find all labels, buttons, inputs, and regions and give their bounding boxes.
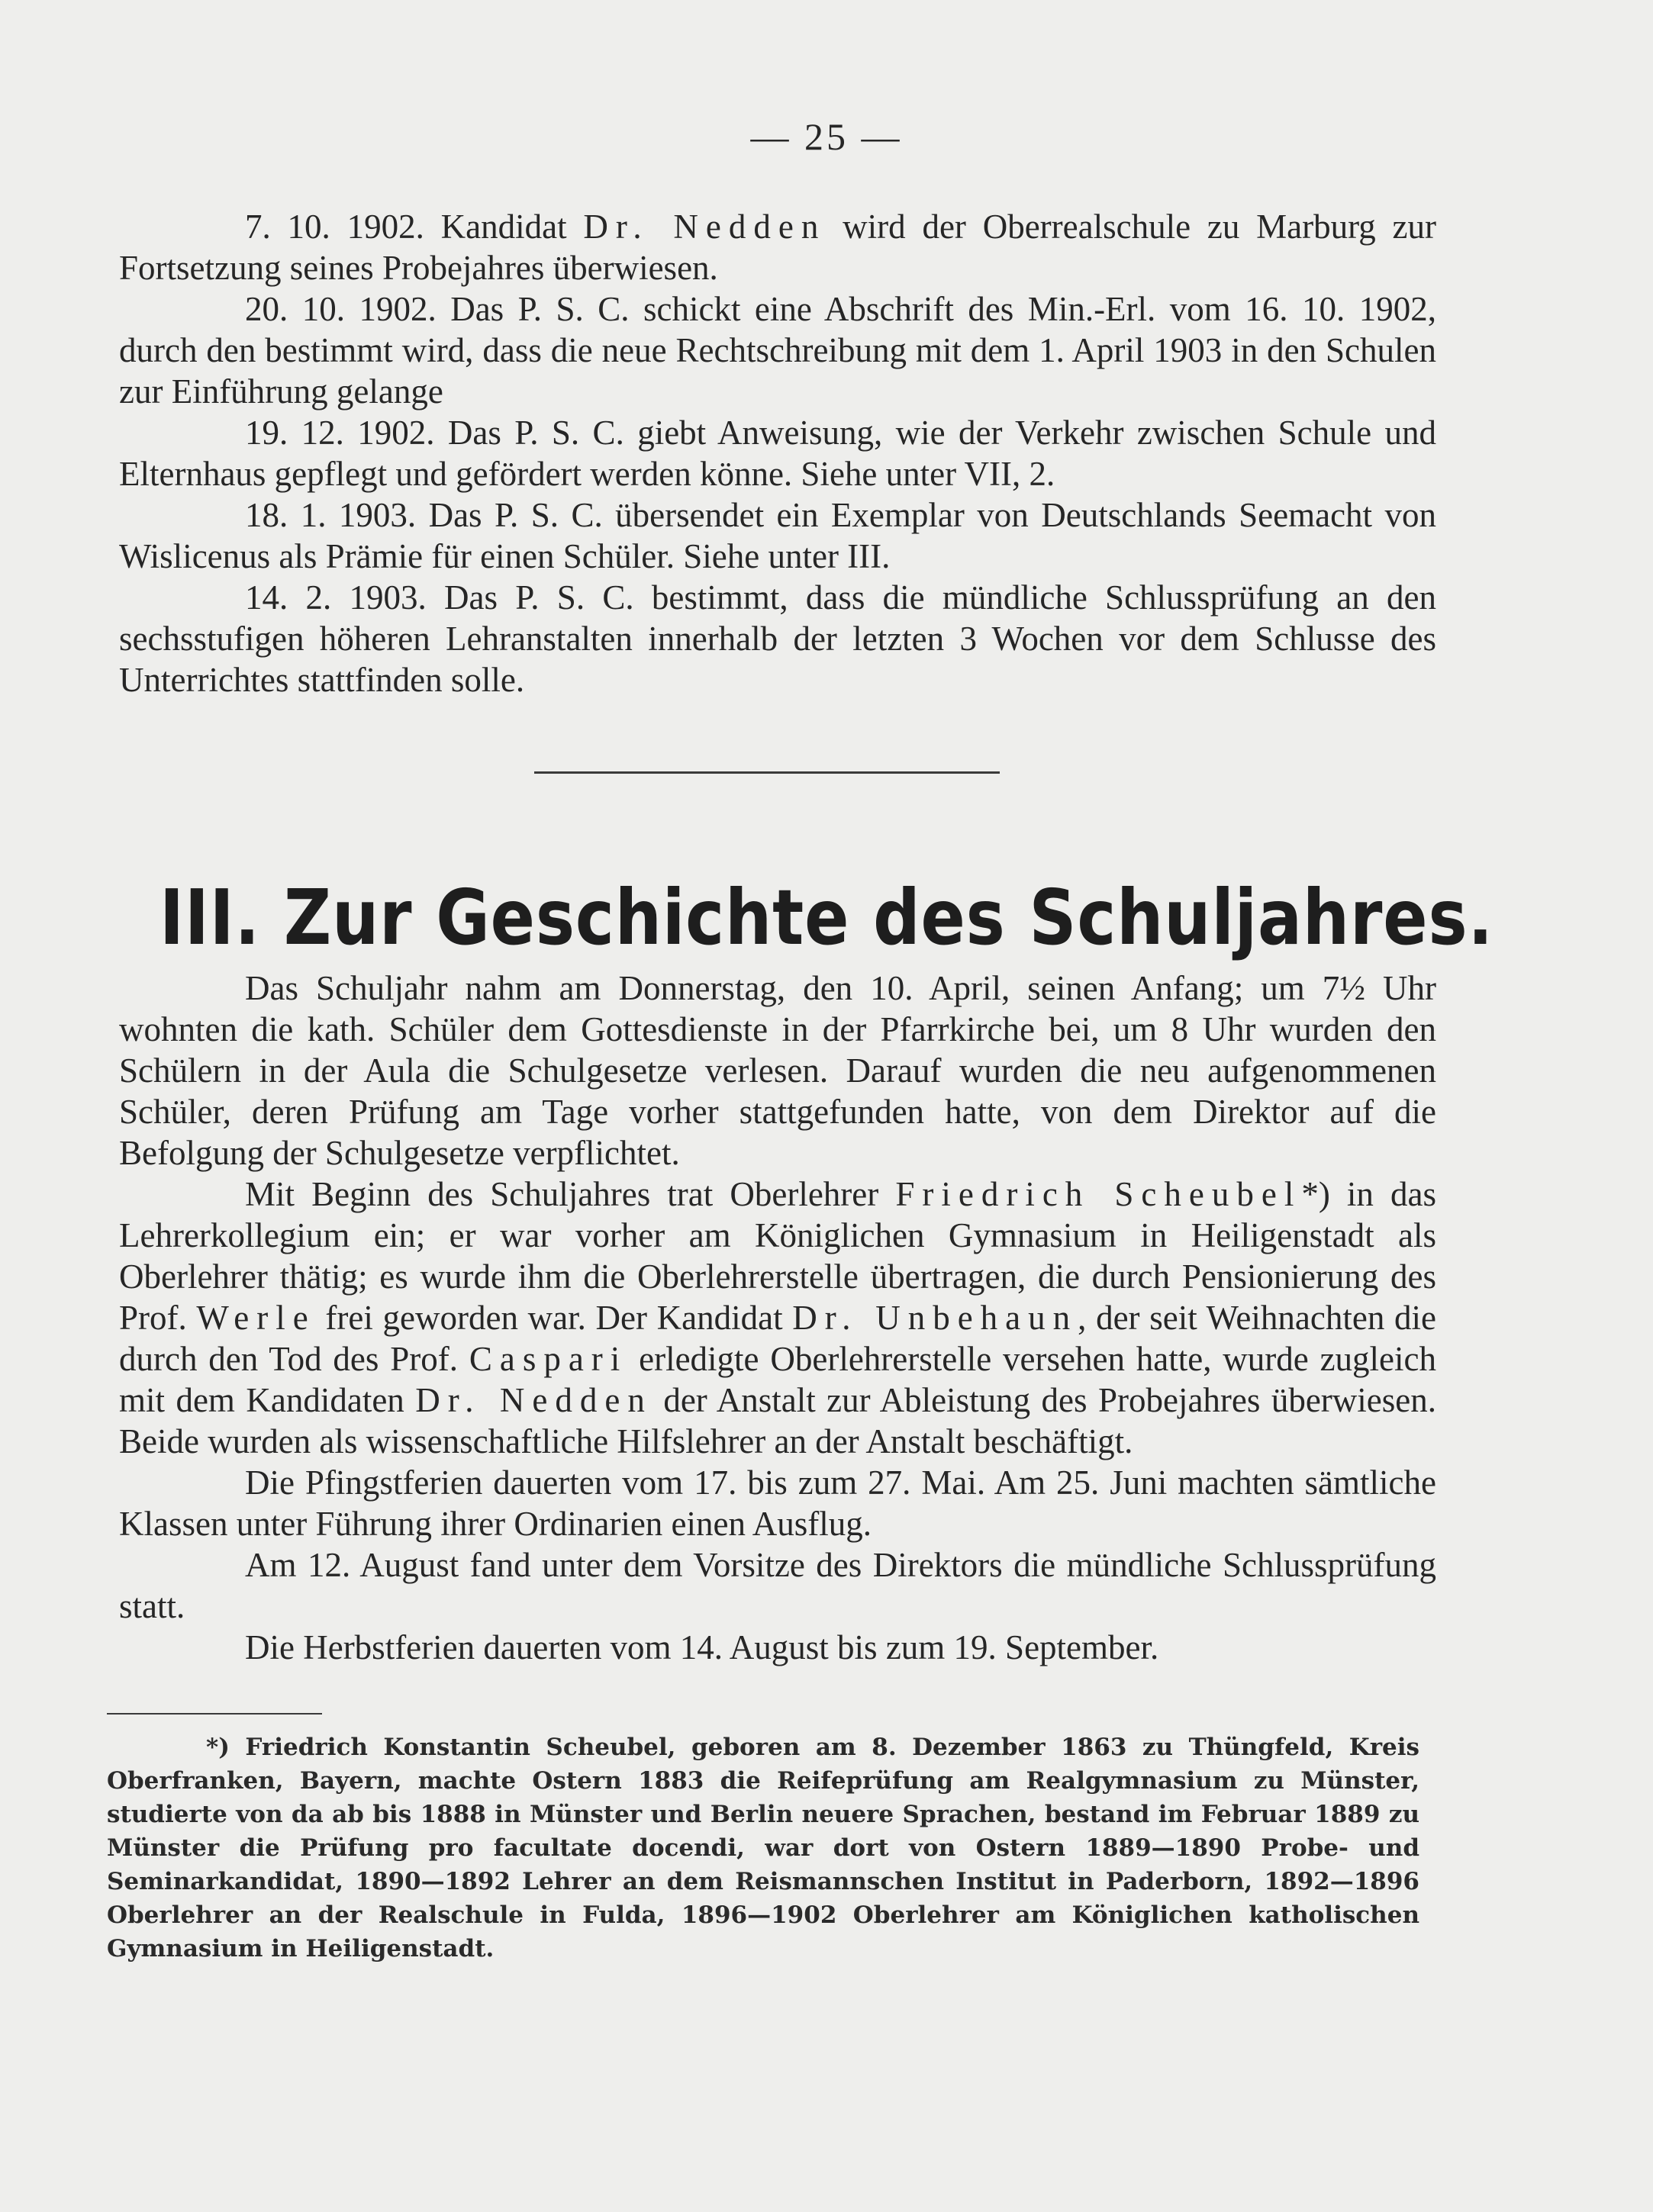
chronicle-entry: 18. 1. 1903. Das P. S. C. übersendet ein Exemplar von Deutschlands Seemacht von Wislicenus als Prämie für einen Schüler. Siehe unter III. bbox=[119, 496, 1436, 575]
spaced-name: Friedrich Scheubel bbox=[895, 1175, 1302, 1213]
footnote-text: *) Friedrich Konstantin Scheubel, geboren am 8. Dezember 1863 zu Thüngfeld, Kreis Oberfranken, Bayern, machte Ostern 1883 die Reifeprüfung am Realgymnasium zu Münster, studierte von da ab bis 1888 in Münster und Berlin neuere Sprachen, bestand im Februar 1889 zu Münster die Prüfung pro facultate docendi, war dort von Ostern 1889—1890 Probe- und Seminarkandidat, 1890—1892 Lehrer an dem Reismannschen Institut in Paderborn, 1892—1896 Oberlehrer an der Realschule in Fulda, 1896—1902 Oberlehrer am Königlichen katholischen Gymnasium in Heiligenstadt. bbox=[107, 1734, 1419, 1962]
spaced-name: Caspari bbox=[469, 1340, 628, 1378]
section-divider bbox=[534, 771, 1000, 774]
body-text bbox=[119, 968, 1436, 1668]
footnote bbox=[107, 1731, 1419, 1966]
spaced-name: Dr. Nedden bbox=[583, 208, 826, 246]
chronicle-section bbox=[119, 206, 1436, 700]
spaced-name: Dr. Unbehaun bbox=[792, 1299, 1078, 1337]
paragraph: Die Pfingstferien dauerten vom 17. bis zum 27. Mai. Am 25. Juni machten sämtliche Klassen unter Führung ihrer Ordinarien einen Ausflug. bbox=[119, 1463, 1436, 1543]
paragraph: Die Herbstferien dauerten vom 14. August bis zum 19. September. bbox=[245, 1628, 1159, 1666]
footnote-divider bbox=[107, 1713, 322, 1715]
chronicle-entry: 14. 2. 1903. Das P. S. C. bestimmt, dass die mündliche Schlussprüfung an den sechsstufigen höheren Lehranstalten innerhalb der letzten 3 Wochen vor dem Schlusse des Unterrichtes stattfinden solle. bbox=[119, 578, 1436, 699]
spaced-name: Dr. Nedden bbox=[415, 1381, 652, 1419]
page-number: — 25 — bbox=[750, 115, 903, 158]
chronicle-entry: 7. 10. 1902. Kandidat Dr. Nedden wird der Oberrealschule zu Marburg zur Fortsetzung seines Probejahres überwiesen. bbox=[119, 208, 1437, 287]
chronicle-entry: 20. 10. 1902. Das P. S. C. schickt eine Abschrift des Min.-Erl. vom 16. 10. 1902, durch den bestimmt wird, dass die neue Rechtschreibung mit dem 1. April 1903 in den Schulen zur Einführung gelange bbox=[119, 290, 1436, 411]
paragraph: Das Schuljahr nahm am Donnerstag, den 10. April, seinen Anfang; um 7½ Uhr wohnten die kath. Schüler dem Gottesdienste in der Pfarrkirche bei, um 8 Uhr wurden den Schülern in der Aula die Schulgesetze verlesen. Darauf wurden die neu aufgenommenen Schüler, deren Prüfung am Tage vorher stattgefunden hatte, von dem Direktor auf die Befolgung der Schulgesetze verpflichtet. bbox=[119, 969, 1436, 1172]
paragraph: Am 12. August fand unter dem Vorsitze des Direktors die mündliche Schlussprüfung statt. bbox=[119, 1546, 1436, 1625]
paragraph: Mit Beginn des Schuljahres trat Oberlehrer Friedrich Scheubel*) in das Lehrerkollegium ein; er war vorher am Königlichen Gymnasium in Heiligenstadt als Oberlehrer thätig; es wurde ihm die Oberlehrerstelle übertragen, die durch Pensionierung des Prof. Werle frei geworden war. Der Kandidat Dr. Unbehaun, der seit Weihnachten die durch den Tod des Prof. Caspari erledigte Oberlehrerstelle versehen hatte, wurde zugleich mit dem Kandidaten Dr. Nedden der Anstalt zur Ableistung des Probejahres überwiesen. Beide wurden als wissenschaftliche Hilfslehrer an der Anstalt beschäftigt. bbox=[119, 1175, 1437, 1460]
spaced-name: Werle bbox=[196, 1299, 316, 1337]
chronicle-entry: 19. 12. 1902. Das P. S. C. giebt Anweisung, wie der Verkehr zwischen Schule und Elternhaus gepflegt und gefördert werden könne. Siehe unter VII, 2. bbox=[119, 414, 1436, 493]
section-heading: III. Zur Geschichte des Schuljahres. bbox=[159, 873, 1494, 962]
